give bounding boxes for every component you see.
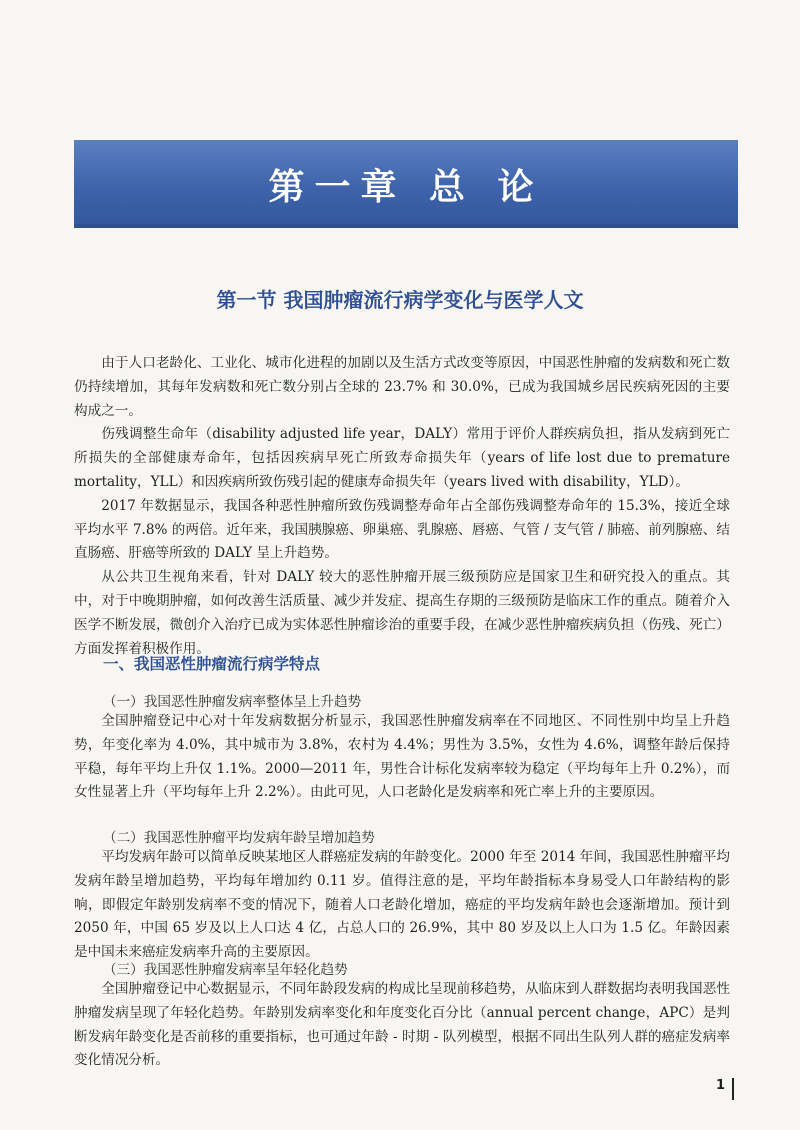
paragraph: 全国肿瘤登记中心对十年发病数据分析显示，我国恶性肿瘤发病率在不同地区、不同性别中均呈上升趋势，年变化率为 4.0%，其中城市为 3.8%，农村为 4.4%；男性为 3.5%，女性为 4.6%，调整年龄后保持平稳，每年平均上升仅 1.1%。2000—2011 年，男性合计标化发病率较为稳定（平均每年上升 0.2%），而女性显著上升（平均每年上升 2.2%）。由此可见，人口老龄化是发病率和死亡率上升的主要原因。	[74, 713, 730, 801]
section-title: 第一节 我国肿瘤流行病学变化与医学人文	[216, 288, 584, 312]
subheading-2: （二）我国恶性肿瘤平均发病年龄呈增加趋势	[103, 830, 375, 846]
paragraph: 由于人口老龄化、工业化、城市化进程的加剧以及生活方式改变等原因，中国恶性肿瘤的发病数和死亡数仍持续增加，其每年发病数和死亡数分别占全球的 23.7% 和 30.0%，已成为我国城乡居民疾病死因的主要构成之一。	[74, 355, 730, 419]
paragraph: 全国肿瘤登记中心数据显示，不同年龄段发病的构成比呈现前移趋势，从临床到人群数据均表明我国恶性肿瘤发病呈现了年轻化趋势。年龄别发病率变化和年度变化百分比（annual percent change，APC）是判断发病年龄变化是否前移的重要指标，也可通过年龄 - 时期 - 队列模型，根据不同出生队列人群的癌症发病率变化情况分析。	[74, 981, 730, 1069]
paragraph: 平均发病年龄可以简单反映某地区人群癌症发病的年龄变化。2000 年至 2014 年间，我国恶性肿瘤平均发病年龄呈增加趋势，平均每年增加约 0.11 岁。值得注意的是，平均年龄指标本身易受人口年龄结构的影响，即假定年龄别发病率不变的情况下，随着人口老龄化增加，癌症的平均发病年龄也会逐渐增加。预计到 2050 年，中国 65 岁及以上人口达 4 亿，占总人口的 26.9%，其中 80 岁及以上人口为 1.5 亿。年龄因素是中国未来癌症发病率升高的主要原因。	[74, 849, 730, 961]
subheading-3: （三）我国恶性肿瘤发病率呈年轻化趋势	[103, 962, 348, 978]
page-number-divider	[732, 1078, 734, 1100]
paragraph: 伤残调整生命年（disability adjusted life year，DALY）常用于评价人群疾病负担，指从发病到死亡所损失的全部健康寿命年，包括因疾病早死亡所致寿命损失年（years of life lost due to premature mortality，YLL）和因疾病所致伤残引起的健康寿命损失年（years lived with disability，YLD）。	[74, 426, 730, 490]
sub2-text	[74, 846, 730, 965]
paragraph: 2017 年数据显示，我国各种恶性肿瘤所致伤残调整寿命年占全部伤残调整寿命年的 15.3%，接近全球平均水平 7.8% 的两倍。近年来，我国胰腺癌、卵巢癌、乳腺癌、唇癌、气管 / 支气管 / 肺癌、前列腺癌、结直肠癌、肝癌等所致的 DALY 呈上升趋势。	[74, 497, 730, 562]
heading-level1: 一、我国恶性肿瘤流行病学特点	[103, 655, 321, 673]
page-number: 1	[716, 1078, 726, 1093]
chapter-title: 第一章 总 论	[268, 166, 544, 208]
sub3-text	[74, 978, 730, 1073]
subheading-1: （一）我国恶性肿瘤发病率整体呈上升趋势	[103, 694, 362, 710]
intro-text	[74, 352, 730, 661]
sub1-text	[74, 710, 730, 805]
chapter-banner	[74, 140, 738, 228]
paragraph: 从公共卫生视角来看，针对 DALY 较大的恶性肿瘤开展三级预防应是国家卫生和研究投入的重点。其中，对于中晚期肿瘤，如何改善生活质量、减少并发症、提高生存期的三级预防是临床工作的重点。随着介入医学不断发展，微创介入治疗已成为实体恶性肿瘤诊治的重要手段，在减少恶性肿瘤疾病负担（伤残、死亡）方面发挥着积极作用。	[74, 569, 730, 657]
